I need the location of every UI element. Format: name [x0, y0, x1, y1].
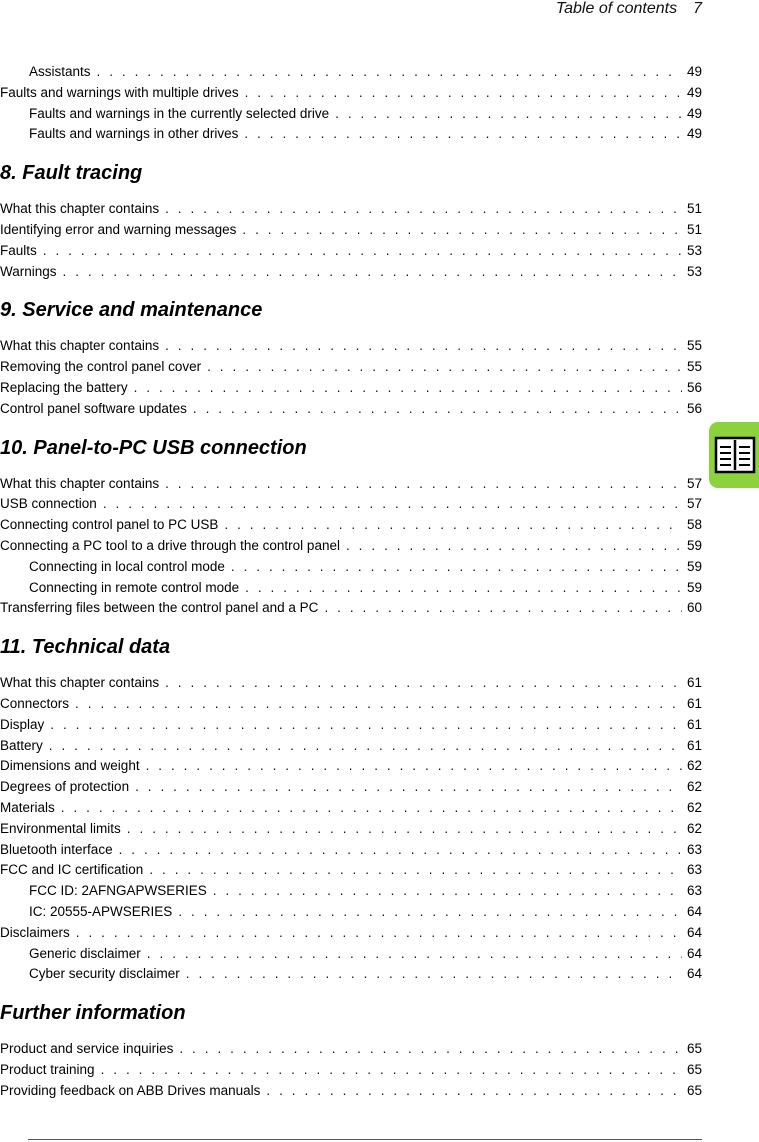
toc-entry[interactable] — [0, 598, 702, 619]
page-header — [556, 0, 702, 18]
toc-entry-title: Product and service inquiries — [0, 1041, 174, 1057]
dot-leader — [43, 241, 682, 262]
header-title: Table of contents — [555, 0, 678, 17]
dot-leader — [245, 83, 682, 104]
dot-leader — [165, 336, 682, 357]
dot-leader — [119, 840, 682, 861]
toc-entry-page: 60 — [686, 600, 702, 616]
toc-entry[interactable] — [0, 715, 702, 736]
toc-entry[interactable] — [0, 515, 702, 536]
dot-leader — [146, 756, 682, 777]
toc-entry[interactable] — [0, 357, 702, 378]
chapter-heading: 10. Panel-to-PC USB connection — [0, 436, 307, 459]
toc-entry-title: Display — [0, 716, 45, 732]
toc-entry-title: Faults — [0, 242, 37, 258]
toc-entry[interactable] — [0, 578, 702, 599]
dot-leader — [149, 860, 682, 881]
dot-leader — [165, 199, 682, 220]
toc-entry-page: 61 — [686, 716, 702, 732]
dot-leader — [127, 819, 682, 840]
toc-entry-title: Connecting in remote control mode — [29, 579, 240, 595]
toc-entry[interactable] — [0, 902, 702, 923]
toc-entry-page: 64 — [686, 966, 702, 982]
toc-entry-page: 59 — [686, 579, 702, 595]
toc-entry-title: Faults and warnings in the currently selected drive — [29, 105, 330, 121]
toc-entry-page: 59 — [686, 558, 702, 574]
toc-entry-title: Replacing the battery — [0, 379, 128, 395]
toc-entry-page: 49 — [686, 84, 702, 100]
toc-entry-page: 63 — [686, 862, 702, 878]
dot-leader — [76, 923, 682, 944]
toc-entry[interactable] — [0, 262, 702, 283]
toc-entry-title: Materials — [0, 799, 55, 815]
toc-entry[interactable] — [0, 694, 702, 715]
dot-leader — [134, 378, 682, 399]
toc-entry-page: 65 — [686, 1041, 702, 1057]
toc-entry-page: 64 — [686, 924, 702, 940]
toc-entry[interactable] — [0, 944, 702, 965]
toc-entry[interactable] — [0, 819, 702, 840]
dot-leader — [165, 474, 682, 495]
toc-entry-page: 53 — [686, 242, 702, 258]
toc-entry-page: 62 — [686, 820, 702, 836]
toc-entry[interactable] — [0, 83, 702, 104]
toc-entry-page: 57 — [686, 496, 702, 512]
toc-entry-page: 57 — [686, 475, 702, 491]
dot-leader — [213, 881, 682, 902]
dot-leader — [346, 536, 682, 557]
toc-entry-page: 64 — [686, 945, 702, 961]
toc-entry-title: What this chapter contains — [0, 475, 160, 491]
toc-entry[interactable] — [0, 399, 702, 420]
toc-entry-title: What this chapter contains — [0, 201, 160, 217]
toc-entry-page: 56 — [686, 379, 702, 395]
toc-entry-page: 61 — [686, 737, 702, 753]
toc-entry-title: Warnings — [0, 263, 57, 279]
toc-entry-title: Product training — [0, 1061, 95, 1077]
toc-entry-title: FCC and IC certification — [0, 862, 144, 878]
toc-entry-title: Providing feedback on ABB Drives manuals — [0, 1082, 261, 1098]
dot-leader — [103, 494, 682, 515]
toc-entry-page: 61 — [686, 695, 702, 711]
dot-leader — [75, 694, 682, 715]
toc-entry-title: What this chapter contains — [0, 675, 160, 691]
footer-rule — [28, 1139, 702, 1140]
toc-entry-page: 53 — [686, 263, 702, 279]
toc-entry-page: 51 — [686, 221, 702, 237]
toc-entry-page: 61 — [686, 675, 702, 691]
toc-entry[interactable] — [0, 378, 702, 399]
toc-entry[interactable] — [0, 1081, 702, 1102]
toc-entry[interactable] — [0, 923, 702, 944]
dot-leader — [147, 944, 682, 965]
toc-entry[interactable] — [0, 777, 702, 798]
toc-entry[interactable] — [0, 199, 702, 220]
toc-entry-title: What this chapter contains — [0, 338, 160, 354]
dot-leader — [193, 399, 682, 420]
dot-leader — [97, 62, 682, 83]
toc-entry[interactable] — [0, 1039, 702, 1060]
toc-entry[interactable] — [0, 881, 702, 902]
toc-entry-page: 58 — [686, 517, 702, 533]
toc-entry[interactable] — [0, 1060, 702, 1081]
dot-leader — [266, 1081, 682, 1102]
toc-entry-title: FCC ID: 2AFNGAPWSERIES — [29, 883, 207, 899]
toc-entry[interactable] — [0, 124, 702, 145]
toc-entry[interactable] — [0, 474, 702, 495]
dot-leader — [165, 673, 682, 694]
toc-entry[interactable] — [0, 336, 702, 357]
toc-entry-title: USB connection — [0, 496, 97, 512]
chapter-tab[interactable] — [709, 422, 759, 488]
toc-entry-title: Transferring files between the control panel and a PC — [0, 600, 319, 616]
dot-leader — [63, 262, 682, 283]
toc-entry-title: Environmental limits — [0, 820, 121, 836]
toc-entry-page: 49 — [686, 64, 702, 79]
chapter-heading: 9. Service and maintenance — [0, 299, 263, 322]
chapter-heading: 8. Fault tracing — [0, 162, 143, 185]
toc-entry[interactable] — [0, 798, 702, 819]
toc-entry-page: 49 — [686, 126, 702, 142]
table-of-contents — [0, 62, 702, 1101]
toc-entry[interactable] — [0, 840, 702, 861]
toc-entry-title: Connecting in local control mode — [29, 558, 225, 574]
toc-entry-title: Disclaimers — [0, 924, 70, 940]
toc-entry-page: 55 — [686, 338, 702, 354]
toc-entry-title: Assistants — [29, 64, 91, 79]
toc-entry-page: 65 — [686, 1082, 702, 1098]
dot-leader — [242, 220, 682, 241]
toc-entry-title: Bluetooth interface — [0, 841, 113, 857]
toc-entry-page: 62 — [686, 779, 702, 795]
toc-entry-title: IC: 20555-APWSERIES — [29, 903, 173, 919]
toc-entry[interactable] — [0, 241, 702, 262]
toc-entry-page: 63 — [686, 883, 702, 899]
toc-entry-title: Battery — [0, 737, 43, 753]
toc-entry-page: 51 — [686, 201, 702, 217]
toc-entry-page: 59 — [686, 537, 702, 553]
dot-leader — [245, 578, 682, 599]
toc-entry-title: Degrees of protection — [0, 779, 130, 795]
dot-leader — [179, 1039, 682, 1060]
toc-entry[interactable] — [0, 964, 702, 985]
toc-entry-title: Removing the control panel cover — [0, 359, 202, 375]
toc-entry-page: 56 — [686, 400, 702, 416]
book-icon — [714, 436, 756, 474]
toc-entry-title: Cyber security disclaimer — [29, 966, 180, 982]
dot-leader — [49, 736, 682, 757]
toc-entry-page: 49 — [686, 105, 702, 121]
toc-entry[interactable] — [0, 494, 702, 515]
dot-leader — [50, 715, 682, 736]
toc-entry[interactable] — [0, 673, 702, 694]
toc-entry[interactable] — [0, 536, 702, 557]
toc-entry[interactable] — [0, 860, 702, 881]
dot-leader — [135, 777, 682, 798]
header-page-number: 7 — [693, 0, 702, 17]
toc-entry-title: Connecting control panel to PC USB — [0, 517, 219, 533]
dot-leader — [178, 902, 682, 923]
toc-entry-title: Dimensions and weight — [0, 758, 140, 774]
dot-leader — [231, 557, 682, 578]
dot-leader — [61, 798, 682, 819]
toc-entry[interactable] — [0, 736, 702, 757]
toc-entry[interactable] — [0, 104, 702, 125]
toc-entry-title: Faults and warnings in other drives — [29, 126, 239, 142]
dot-leader — [186, 964, 682, 985]
toc-entry[interactable] — [0, 756, 702, 777]
dot-leader — [324, 598, 682, 619]
toc-entry[interactable] — [0, 557, 702, 578]
toc-entry-page: 64 — [686, 903, 702, 919]
toc-entry-page: 63 — [686, 841, 702, 857]
dot-leader — [207, 357, 682, 378]
dot-leader — [244, 124, 682, 145]
chapter-heading: Further information — [0, 1002, 186, 1025]
dot-leader — [224, 515, 682, 536]
toc-entry-title: Generic disclaimer — [29, 945, 141, 961]
toc-entry-title: Faults and warnings with multiple drives — [0, 84, 239, 100]
toc-entry-title: Connecting a PC tool to a drive through the control panel — [0, 537, 340, 553]
toc-entry-title: Identifying error and warning messages — [0, 221, 237, 237]
toc-entry[interactable] — [0, 220, 702, 241]
dot-leader — [101, 1060, 682, 1081]
toc-entry-title: Control panel software updates — [0, 400, 187, 416]
chapter-heading: 11. Technical data — [0, 636, 171, 659]
toc-entry-page: 62 — [686, 758, 702, 774]
toc-entry-page: 55 — [686, 359, 702, 375]
toc-entry-page: 62 — [686, 799, 702, 815]
toc-entry-title: Connectors — [0, 695, 70, 711]
dot-leader — [335, 104, 682, 125]
toc-entry-page: 65 — [686, 1061, 702, 1077]
toc-entry[interactable] — [0, 62, 702, 83]
